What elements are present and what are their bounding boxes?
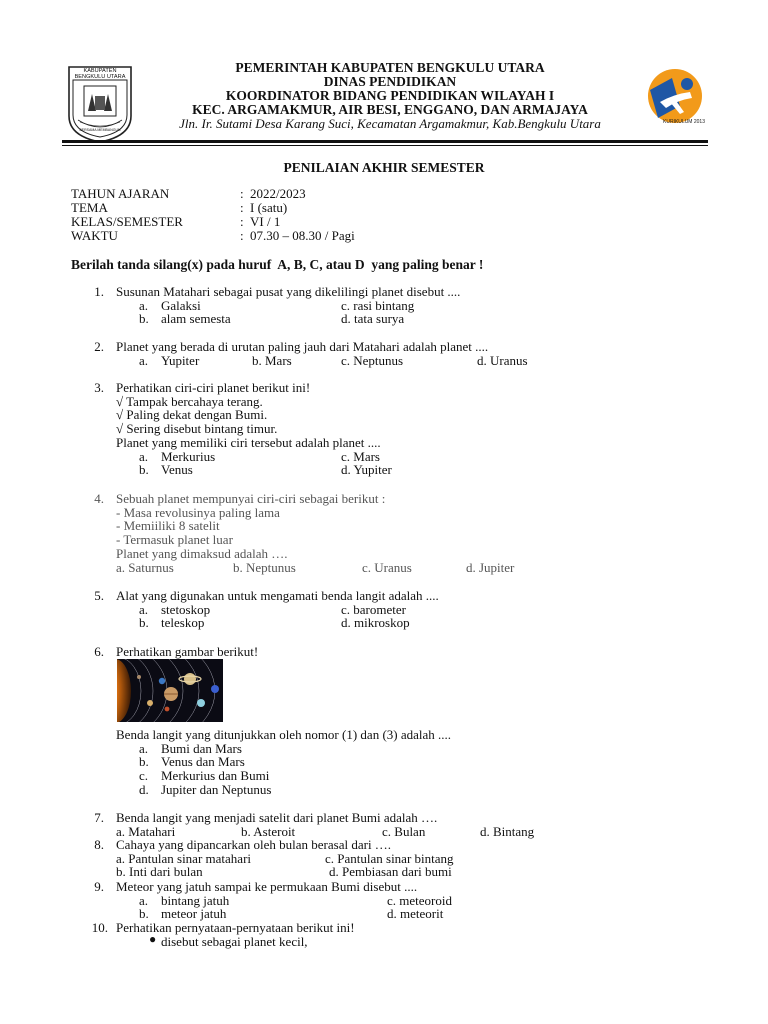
regency-emblem-motto: BERSAMA MEMBANGUN xyxy=(79,128,121,132)
option-a: Bumi dan Mars xyxy=(161,740,242,756)
option-b-label: b. xyxy=(139,615,149,631)
info-value: 07.30 – 08.30 / Pagi xyxy=(250,228,355,243)
solar-system-illustration xyxy=(117,659,223,722)
option-a: Merkurius xyxy=(161,448,216,464)
question-number: 3. xyxy=(94,380,104,395)
option-a: bintang jatuh xyxy=(161,892,230,908)
option-b: b. Inti dari bulan xyxy=(116,864,203,880)
question-point: - Masa revolusinya paling lama xyxy=(116,504,280,520)
option-c: c. Mars xyxy=(341,448,380,464)
option-b: meteor jatuh xyxy=(161,906,227,922)
instruction-text: Berilah tanda silang(x) pada huruf A, B, C, atau D yang paling benar ! xyxy=(71,257,484,272)
option-a: Yupiter xyxy=(161,352,200,368)
option-d: d. mikroskop xyxy=(341,615,410,631)
option-d: d. meteorit xyxy=(387,906,444,922)
option-b: b. Asteroit xyxy=(241,823,296,839)
option-c: c. Pantulan sinar bintang xyxy=(325,850,454,866)
question-prompt: Benda langit yang ditunjukkan oleh nomor (1) dan (3) adalah .... xyxy=(116,727,452,742)
letterhead xyxy=(0,0,768,150)
option-a-label: a. xyxy=(139,740,149,756)
info-key: KELAS/SEMESTER xyxy=(71,214,183,229)
option-b-label: b. xyxy=(139,906,149,922)
option-c: Merkurius dan Bumi xyxy=(161,768,270,784)
option-d: d. Pembiasan dari bumi xyxy=(329,864,452,880)
info-colon: : xyxy=(240,214,244,229)
option-c: c. barometer xyxy=(341,601,406,617)
letterhead-line-4: KEC. ARGAMAKMUR, AIR BESI, ENGGANO, DAN ARMAJAYA xyxy=(192,102,588,117)
info-key: TEMA xyxy=(71,200,108,215)
question-point: - Termasuk planet luar xyxy=(116,532,233,548)
letterhead-line-2: DINAS PENDIDIKAN xyxy=(323,74,457,89)
info-colon: : xyxy=(240,200,244,215)
question-number: 7. xyxy=(94,810,104,825)
question-text: Sebuah planet mempunyai ciri-ciri sebagai berikut : xyxy=(116,491,386,506)
option-a: a. Pantulan sinar matahari xyxy=(116,850,252,866)
option-d: d. tata surya xyxy=(341,311,405,327)
question-number: 1. xyxy=(94,284,104,299)
option-b: alam semesta xyxy=(161,311,231,327)
question-number: 5. xyxy=(94,588,104,603)
option-d: d. Yupiter xyxy=(341,462,392,478)
info-value: 2022/2023 xyxy=(250,186,306,201)
option-b-label: b. xyxy=(139,754,149,770)
info-key: TAHUN AJARAN xyxy=(71,186,170,201)
option-d: Jupiter dan Neptunus xyxy=(161,781,272,797)
option-a: stetoskop xyxy=(161,601,211,617)
option-d: d. Uranus xyxy=(477,352,528,368)
option-b: b. Mars xyxy=(252,352,292,368)
question-text: Alat yang digunakan untuk mengamati benda langit adalah .... xyxy=(116,588,439,603)
letterhead-text xyxy=(140,61,640,131)
question-text: Perhatikan gambar berikut! xyxy=(116,644,259,659)
question-point: √ Sering disebut bintang timur. xyxy=(116,421,278,437)
option-a-label: a. xyxy=(139,297,149,313)
question-number: 9. xyxy=(94,879,104,894)
option-b: b. Neptunus xyxy=(233,559,296,575)
option-c: c. meteoroid xyxy=(387,892,452,908)
letterhead-address: Jln. Ir. Sutami Desa Karang Suci, Kecamatan Argamakmur, Kab.Bengkulu Utara xyxy=(179,116,601,131)
letterhead-line-1: PEMERINTAH KABUPATEN BENGKULU UTARA xyxy=(235,60,545,75)
option-a: Galaksi xyxy=(161,297,201,313)
statement-item: disebut sebagai planet kecil, xyxy=(161,933,308,949)
question-text: Planet yang berada di urutan paling jauh dari Matahari adalah planet .... xyxy=(116,339,489,354)
info-key: WAKTU xyxy=(71,228,118,243)
info-value: VI / 1 xyxy=(250,214,281,229)
option-b: Venus dan Mars xyxy=(161,754,245,770)
option-c: c. Uranus xyxy=(362,559,412,575)
question-number: 4. xyxy=(94,491,104,506)
option-c-label: c. xyxy=(139,768,149,784)
option-d-label: d. xyxy=(139,781,149,797)
exam-title: PENILAIAN AKHIR SEMESTER xyxy=(283,160,485,175)
question-text: Perhatikan pernyataan-pernyataan berikut ini! xyxy=(116,920,355,935)
question-text: Benda langit yang menjadi satelit dari planet Bumi adalah …. xyxy=(116,810,438,825)
info-colon: : xyxy=(240,228,244,243)
question-number: 6. xyxy=(94,644,104,659)
question-number: 2. xyxy=(94,339,104,354)
option-d: d. Bintang xyxy=(480,823,535,839)
question-text: Cahaya yang dipancarkan oleh bulan berasal dari …. xyxy=(116,837,392,852)
option-d: d. Jupiter xyxy=(466,559,515,575)
solar-system-image xyxy=(117,659,223,722)
question-point: √ Tampak bercahaya terang. xyxy=(116,393,263,409)
info-colon: : xyxy=(240,186,244,201)
option-a-label: a. xyxy=(139,352,149,368)
bullet-icon: ● xyxy=(149,932,157,946)
question-text: Susunan Matahari sebagai pusat yang dikelilingi planet disebut .... xyxy=(116,284,461,299)
curriculum-logo-caption: KURIKULUM 2013 xyxy=(663,119,705,125)
question-prompt: Planet yang memiliki ciri tersebut adalah planet .... xyxy=(116,434,381,450)
info-value: I (satu) xyxy=(250,200,288,215)
letterhead-thin-rule xyxy=(62,145,708,146)
question-text: Perhatikan ciri-ciri planet berikut ini! xyxy=(116,380,311,395)
option-b: teleskop xyxy=(161,615,205,631)
question-prompt: Planet yang dimaksud adalah …. xyxy=(116,545,288,561)
option-a-label: a. xyxy=(139,448,149,464)
option-a: a. Saturnus xyxy=(116,559,174,575)
option-c: c. Neptunus xyxy=(341,352,404,368)
option-a-label: a. xyxy=(139,601,149,617)
question-number: 8. xyxy=(94,837,104,852)
question-point: - Memiiliki 8 satelit xyxy=(116,518,220,534)
option-a: a. Matahari xyxy=(116,823,176,839)
option-a-label: a. xyxy=(139,892,149,908)
question-point: √ Paling dekat dengan Bumi. xyxy=(116,407,268,423)
letterhead-thick-rule xyxy=(62,140,708,143)
question-number: 10. xyxy=(91,920,108,935)
option-c: c. rasi bintang xyxy=(341,297,415,313)
option-b: Venus xyxy=(161,462,193,478)
option-b-label: b. xyxy=(139,462,149,478)
regency-emblem-caption: KABUPATEN BENGKULU UTARA xyxy=(74,68,126,80)
question-text: Meteor yang jatuh sampai ke permukaan Bumi disebut .... xyxy=(116,879,418,894)
option-c: c. Bulan xyxy=(382,823,426,839)
letterhead-line-3: KOORDINATOR BIDANG PENDIDIKAN WILAYAH I xyxy=(225,88,555,103)
option-b-label: b. xyxy=(139,311,149,327)
